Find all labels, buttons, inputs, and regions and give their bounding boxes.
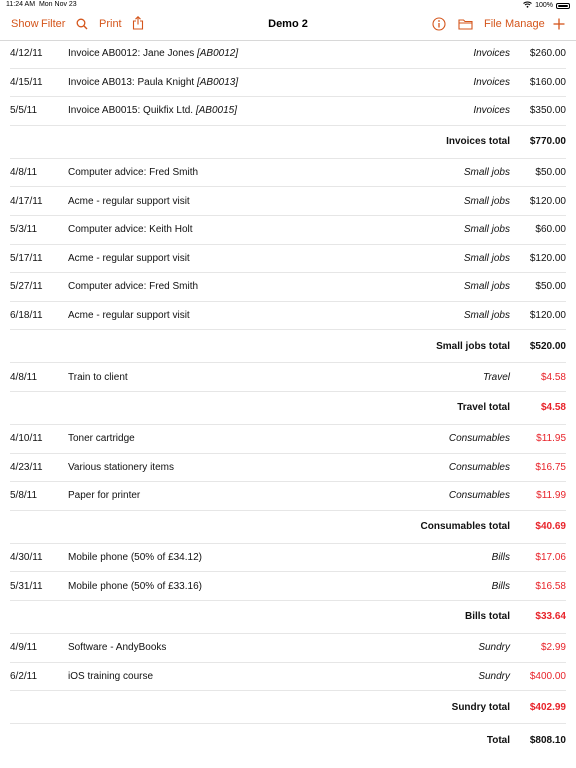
row-description: Acme - regular support visit bbox=[68, 195, 190, 207]
row-date: 4/12/11 bbox=[10, 48, 43, 60]
transactions-table bbox=[10, 40, 566, 757]
row-amount: $50.00 bbox=[535, 281, 566, 293]
row-date: 4/8/11 bbox=[10, 371, 38, 383]
manage-button[interactable]: Manage bbox=[505, 18, 545, 30]
row-reference: [AB0015] bbox=[195, 105, 238, 117]
row-category: Small jobs bbox=[463, 167, 510, 179]
group-total-row bbox=[10, 691, 566, 724]
table-row[interactable] bbox=[10, 40, 566, 69]
print-button[interactable]: Print bbox=[99, 18, 122, 30]
page-title: Demo 2 bbox=[268, 18, 308, 30]
table-row[interactable] bbox=[10, 572, 566, 601]
row-amount: $17.06 bbox=[535, 552, 566, 564]
file-button[interactable]: File bbox=[484, 18, 502, 30]
table-row[interactable] bbox=[10, 363, 566, 392]
table-row[interactable] bbox=[10, 482, 566, 511]
folder-icon[interactable] bbox=[458, 18, 473, 30]
status-time: 11:24 AM Mon Nov 23 bbox=[6, 1, 77, 8]
row-amount: $120.00 bbox=[529, 310, 566, 322]
table-row[interactable] bbox=[10, 245, 566, 274]
group-total-row bbox=[10, 511, 566, 544]
group-total-amount: $33.64 bbox=[535, 611, 566, 623]
row-description: Invoice AB0015: Quikfix Ltd. [AB0015] bbox=[68, 105, 238, 117]
row-date: 4/15/11 bbox=[10, 76, 43, 88]
toolbar bbox=[0, 12, 576, 41]
row-amount: $11.99 bbox=[536, 490, 566, 502]
row-category: Small jobs bbox=[463, 252, 510, 264]
row-category: Sundry bbox=[478, 642, 510, 654]
row-date: 5/5/11 bbox=[10, 105, 38, 117]
row-description: iOS training course bbox=[68, 670, 154, 682]
table-row[interactable] bbox=[10, 187, 566, 216]
group-total-label: Invoices total bbox=[446, 136, 510, 148]
row-amount: $260.00 bbox=[529, 48, 566, 60]
row-date: 4/9/11 bbox=[10, 642, 38, 654]
group-total-label: Consumables total bbox=[420, 521, 510, 533]
row-date: 5/3/11 bbox=[10, 224, 38, 236]
row-date: 5/31/11 bbox=[10, 580, 43, 592]
row-amount: $120.00 bbox=[529, 195, 566, 207]
row-description: Toner cartridge bbox=[68, 433, 135, 445]
group-total-amount: $402.99 bbox=[529, 701, 566, 713]
table-row[interactable] bbox=[10, 159, 566, 188]
row-amount: $2.99 bbox=[540, 642, 566, 654]
row-date: 6/18/11 bbox=[10, 310, 43, 322]
table-row[interactable] bbox=[10, 454, 566, 483]
row-description: Invoice AB0012: Jane Jones [AB0012] bbox=[68, 48, 239, 60]
row-category: Small jobs bbox=[463, 224, 510, 236]
row-date: 4/8/11 bbox=[10, 167, 38, 179]
battery-percent: 100% bbox=[535, 2, 553, 9]
row-category: Small jobs bbox=[463, 195, 510, 207]
row-amount: $50.00 bbox=[535, 167, 566, 179]
row-date: 4/17/11 bbox=[10, 195, 43, 207]
row-reference: [AB0012] bbox=[196, 48, 239, 60]
wifi-icon bbox=[523, 1, 532, 10]
row-description: Train to client bbox=[68, 371, 128, 383]
row-description: Invoice AB013: Paula Knight [AB0013] bbox=[68, 76, 239, 88]
row-category: Consumables bbox=[448, 490, 510, 502]
row-amount: $400.00 bbox=[529, 670, 566, 682]
group-total-amount: $40.69 bbox=[535, 521, 566, 533]
table-row[interactable] bbox=[10, 273, 566, 302]
row-description: Mobile phone (50% of £34.12) bbox=[68, 552, 202, 564]
row-date: 4/30/11 bbox=[10, 552, 43, 564]
row-category: Sundry bbox=[478, 670, 510, 682]
status-right bbox=[523, 1, 570, 10]
row-category: Consumables bbox=[448, 461, 510, 473]
row-description: Paper for printer bbox=[68, 490, 141, 502]
row-description: Acme - regular support visit bbox=[68, 252, 190, 264]
group-total-amount: $770.00 bbox=[529, 136, 566, 148]
row-category: Consumables bbox=[448, 433, 510, 445]
row-date: 5/8/11 bbox=[10, 490, 38, 502]
row-category: Invoices bbox=[473, 76, 510, 88]
row-amount: $160.00 bbox=[529, 76, 566, 88]
grand-total-label: Total bbox=[486, 735, 510, 747]
row-amount: $11.95 bbox=[536, 433, 566, 445]
row-amount: $16.75 bbox=[535, 461, 566, 473]
table-row[interactable] bbox=[10, 302, 566, 331]
row-amount: $350.00 bbox=[529, 105, 566, 117]
battery-icon bbox=[556, 3, 570, 9]
row-category: Bills bbox=[491, 580, 510, 592]
row-category: Invoices bbox=[473, 48, 510, 60]
table-row[interactable] bbox=[10, 425, 566, 454]
row-description: Acme - regular support visit bbox=[68, 310, 190, 322]
row-date: 4/10/11 bbox=[10, 433, 43, 445]
group-total-label: Small jobs total bbox=[436, 340, 510, 352]
group-total-row bbox=[10, 601, 566, 634]
grand-total-row bbox=[10, 724, 566, 757]
group-total-amount: $520.00 bbox=[529, 340, 566, 352]
row-description: Mobile phone (50% of £33.16) bbox=[68, 580, 202, 592]
row-description: Software - AndyBooks bbox=[68, 642, 167, 654]
filter-button[interactable]: Filter bbox=[41, 18, 66, 30]
row-amount: $4.58 bbox=[540, 371, 566, 383]
row-category: Invoices bbox=[473, 105, 510, 117]
show-button[interactable]: Show bbox=[11, 18, 39, 30]
row-category: Small jobs bbox=[463, 310, 510, 322]
table-row[interactable] bbox=[10, 544, 566, 573]
row-category: Bills bbox=[491, 552, 510, 564]
row-reference: [AB0013] bbox=[196, 76, 239, 88]
row-date: 5/17/11 bbox=[10, 252, 43, 264]
row-category: Small jobs bbox=[463, 281, 510, 293]
row-date: 6/2/11 bbox=[10, 670, 38, 682]
group-total-row bbox=[10, 126, 566, 159]
row-amount: $16.58 bbox=[535, 580, 566, 592]
status-bar bbox=[0, 0, 576, 12]
row-amount: $60.00 bbox=[535, 224, 566, 236]
row-description: Various stationery items bbox=[68, 461, 174, 473]
info-icon[interactable] bbox=[432, 17, 446, 31]
row-description: Computer advice: Fred Smith bbox=[68, 281, 199, 293]
row-date: 5/27/11 bbox=[10, 281, 43, 293]
row-category: Travel bbox=[482, 371, 510, 383]
row-amount: $120.00 bbox=[529, 252, 566, 264]
row-description: Computer advice: Keith Holt bbox=[68, 224, 193, 236]
table-row[interactable] bbox=[10, 216, 566, 245]
group-total-label: Sundry total bbox=[451, 701, 510, 713]
group-total-row bbox=[10, 330, 566, 363]
group-total-row bbox=[10, 392, 566, 425]
group-total-label: Travel total bbox=[457, 402, 510, 414]
row-date: 4/23/11 bbox=[10, 461, 43, 473]
add-icon[interactable] bbox=[553, 18, 565, 30]
grand-total-amount: $808.10 bbox=[529, 735, 566, 747]
group-total-label: Bills total bbox=[464, 611, 510, 623]
table-row[interactable] bbox=[10, 634, 566, 663]
table-row[interactable] bbox=[10, 69, 566, 98]
row-description: Computer advice: Fred Smith bbox=[68, 167, 199, 179]
table-row[interactable] bbox=[10, 97, 566, 126]
group-total-amount: $4.58 bbox=[540, 402, 566, 414]
table-row[interactable] bbox=[10, 663, 566, 692]
